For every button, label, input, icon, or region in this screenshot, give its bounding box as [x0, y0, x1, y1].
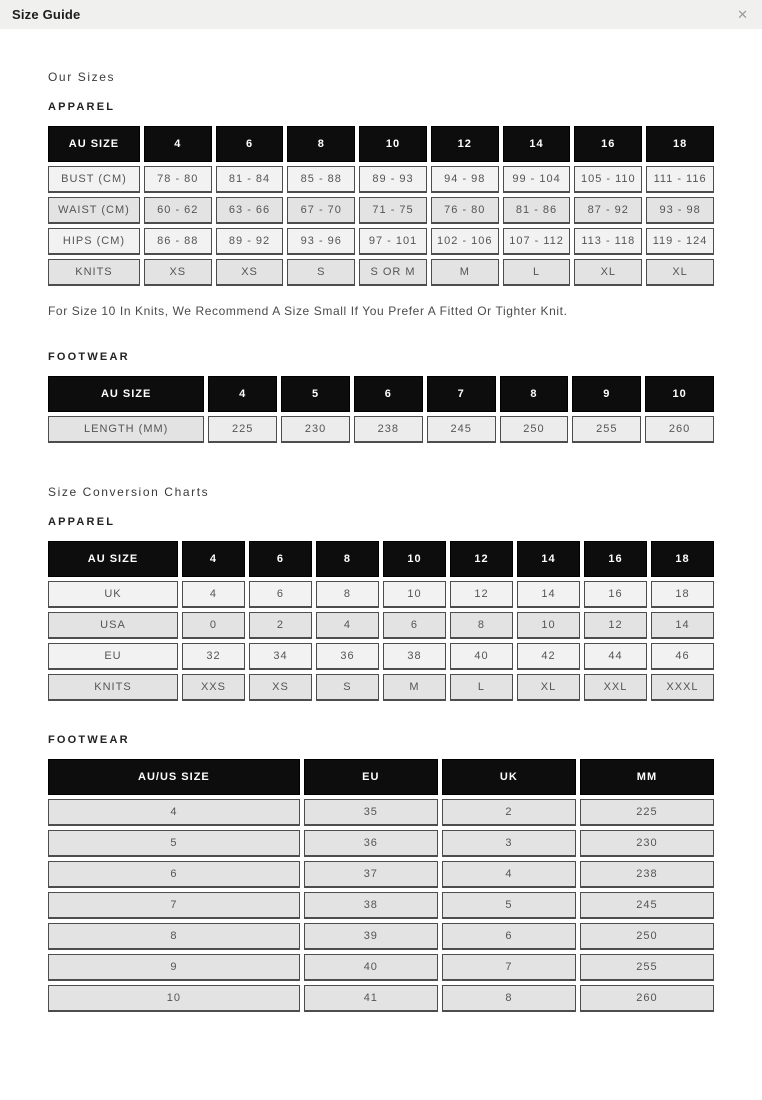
column-header: 12 [450, 541, 513, 577]
value-cell: 44 [584, 643, 647, 670]
column-header: 9 [572, 376, 641, 412]
value-cell: 4 [316, 612, 379, 639]
value-cell: 250 [500, 416, 569, 443]
value-cell: 230 [281, 416, 350, 443]
value-cell: 255 [572, 416, 641, 443]
column-header: 8 [500, 376, 569, 412]
value-cell: 63 - 66 [216, 197, 284, 224]
table-row [48, 416, 714, 443]
value-cell: 4 [182, 581, 245, 608]
column-header: 14 [517, 541, 580, 577]
column-header: 14 [503, 126, 571, 162]
value-cell: XXXL [651, 674, 714, 701]
value-cell: 39 [304, 923, 438, 950]
column-header: AU SIZE [48, 376, 204, 412]
value-cell: XS [216, 259, 284, 286]
value-cell: 67 - 70 [287, 197, 355, 224]
value-cell: 32 [182, 643, 245, 670]
value-cell: 107 - 112 [503, 228, 571, 255]
row-label-cell: WAIST (CM) [48, 197, 140, 224]
value-cell: 38 [304, 892, 438, 919]
table-row [48, 612, 714, 639]
value-cell: 18 [651, 581, 714, 608]
table-row [48, 166, 714, 193]
value-cell: 34 [249, 643, 312, 670]
value-cell: S [287, 259, 355, 286]
value-cell: 16 [584, 581, 647, 608]
value-cell: 46 [651, 643, 714, 670]
column-header: 18 [646, 126, 714, 162]
value-cell: L [503, 259, 571, 286]
table-row [48, 259, 714, 286]
row-label-cell: 6 [48, 861, 300, 888]
value-cell: XS [144, 259, 212, 286]
value-cell: XXS [182, 674, 245, 701]
column-header: 10 [359, 126, 427, 162]
size-guide-content [0, 29, 762, 1016]
footwear-sizes-table [44, 372, 718, 447]
value-cell: 99 - 104 [503, 166, 571, 193]
column-header: 8 [287, 126, 355, 162]
apparel-conversion-table [44, 537, 718, 705]
table-header-row [48, 541, 714, 577]
value-cell: L [450, 674, 513, 701]
table-row [48, 674, 714, 701]
value-cell: 260 [645, 416, 714, 443]
row-label-cell: LENGTH (MM) [48, 416, 204, 443]
column-header: AU/US SIZE [48, 759, 300, 795]
value-cell: 111 - 116 [646, 166, 714, 193]
value-cell: 260 [580, 985, 714, 1012]
row-label-cell: 7 [48, 892, 300, 919]
close-icon[interactable]: ✕ [737, 7, 748, 22]
footwear-sizes-label: FOOTWEAR [48, 351, 130, 363]
value-cell: 38 [383, 643, 446, 670]
value-cell: XS [249, 674, 312, 701]
value-cell: 3 [442, 830, 576, 857]
value-cell: 245 [580, 892, 714, 919]
value-cell: 8 [442, 985, 576, 1012]
column-header: 16 [574, 126, 642, 162]
value-cell: 12 [450, 581, 513, 608]
column-header: 12 [431, 126, 499, 162]
row-label-cell: 8 [48, 923, 300, 950]
value-cell: 8 [450, 612, 513, 639]
value-cell: 2 [249, 612, 312, 639]
value-cell: 89 - 93 [359, 166, 427, 193]
value-cell: 85 - 88 [287, 166, 355, 193]
value-cell: 6 [442, 923, 576, 950]
value-cell: 14 [517, 581, 580, 608]
value-cell: 93 - 98 [646, 197, 714, 224]
value-cell: 5 [442, 892, 576, 919]
value-cell: 10 [517, 612, 580, 639]
value-cell: 102 - 106 [431, 228, 499, 255]
value-cell: 10 [383, 581, 446, 608]
value-cell: S [316, 674, 379, 701]
value-cell: 230 [580, 830, 714, 857]
table-row [48, 985, 714, 1012]
value-cell: 78 - 80 [144, 166, 212, 193]
value-cell: 76 - 80 [431, 197, 499, 224]
value-cell: 35 [304, 799, 438, 826]
value-cell: 87 - 92 [574, 197, 642, 224]
value-cell: 119 - 124 [646, 228, 714, 255]
knits-note: For Size 10 In Knits, We Recommend A Size Small If You Prefer A Fitted Or Tighter Knit. [48, 304, 568, 318]
value-cell: 40 [450, 643, 513, 670]
table-row [48, 581, 714, 608]
value-cell: XL [574, 259, 642, 286]
row-label-cell: USA [48, 612, 178, 639]
value-cell: 2 [442, 799, 576, 826]
our-sizes-title: Our Sizes [48, 70, 116, 84]
value-cell: 41 [304, 985, 438, 1012]
value-cell: 0 [182, 612, 245, 639]
value-cell: 81 - 86 [503, 197, 571, 224]
row-label-cell: UK [48, 581, 178, 608]
modal-header [0, 0, 762, 29]
value-cell: 4 [442, 861, 576, 888]
table-row [48, 954, 714, 981]
value-cell: XL [646, 259, 714, 286]
column-header: 10 [645, 376, 714, 412]
value-cell: M [383, 674, 446, 701]
column-header: 6 [354, 376, 423, 412]
row-label-cell: KNITS [48, 259, 140, 286]
table-row [48, 643, 714, 670]
table-header-row [48, 759, 714, 795]
value-cell: 42 [517, 643, 580, 670]
column-header: 10 [383, 541, 446, 577]
table-row [48, 861, 714, 888]
value-cell: 7 [442, 954, 576, 981]
column-header: 4 [182, 541, 245, 577]
value-cell: 8 [316, 581, 379, 608]
value-cell: 86 - 88 [144, 228, 212, 255]
value-cell: 6 [249, 581, 312, 608]
value-cell: 36 [316, 643, 379, 670]
value-cell: 225 [580, 799, 714, 826]
value-cell: 36 [304, 830, 438, 857]
value-cell: 71 - 75 [359, 197, 427, 224]
row-label-cell: KNITS [48, 674, 178, 701]
value-cell: 105 - 110 [574, 166, 642, 193]
value-cell: 94 - 98 [431, 166, 499, 193]
column-header: 6 [249, 541, 312, 577]
value-cell: 81 - 84 [216, 166, 284, 193]
column-header: 7 [427, 376, 496, 412]
value-cell: S OR M [359, 259, 427, 286]
footwear-conversion-table [44, 755, 718, 1016]
column-header: UK [442, 759, 576, 795]
column-header: 5 [281, 376, 350, 412]
column-header: 8 [316, 541, 379, 577]
value-cell: 97 - 101 [359, 228, 427, 255]
value-cell: 14 [651, 612, 714, 639]
table-row [48, 892, 714, 919]
apparel-sizes-table [44, 122, 718, 290]
column-header: EU [304, 759, 438, 795]
value-cell: 89 - 92 [216, 228, 284, 255]
value-cell: 37 [304, 861, 438, 888]
value-cell: 93 - 96 [287, 228, 355, 255]
row-label-cell: 10 [48, 985, 300, 1012]
table-header-row [48, 376, 714, 412]
row-label-cell: EU [48, 643, 178, 670]
value-cell: 6 [383, 612, 446, 639]
conversion-footwear-label: FOOTWEAR [48, 734, 130, 746]
table-header-row [48, 126, 714, 162]
conversion-apparel-label: APPAREL [48, 516, 116, 528]
value-cell: 12 [584, 612, 647, 639]
value-cell: 245 [427, 416, 496, 443]
row-label-cell: 4 [48, 799, 300, 826]
value-cell: 40 [304, 954, 438, 981]
value-cell: 238 [580, 861, 714, 888]
value-cell: M [431, 259, 499, 286]
column-header: MM [580, 759, 714, 795]
value-cell: XXL [584, 674, 647, 701]
row-label-cell: 5 [48, 830, 300, 857]
column-header: 4 [208, 376, 277, 412]
value-cell: 250 [580, 923, 714, 950]
column-header: 4 [144, 126, 212, 162]
value-cell: XL [517, 674, 580, 701]
table-row [48, 830, 714, 857]
table-row [48, 197, 714, 224]
column-header: 6 [216, 126, 284, 162]
column-header: 18 [651, 541, 714, 577]
row-label-cell: BUST (CM) [48, 166, 140, 193]
value-cell: 113 - 118 [574, 228, 642, 255]
value-cell: 255 [580, 954, 714, 981]
table-row [48, 799, 714, 826]
value-cell: 225 [208, 416, 277, 443]
value-cell: 238 [354, 416, 423, 443]
column-header: AU SIZE [48, 126, 140, 162]
value-cell: 60 - 62 [144, 197, 212, 224]
column-header: 16 [584, 541, 647, 577]
row-label-cell: 9 [48, 954, 300, 981]
table-row [48, 228, 714, 255]
conversion-title: Size Conversion Charts [48, 485, 210, 499]
row-label-cell: HIPS (CM) [48, 228, 140, 255]
apparel-sizes-label: APPAREL [48, 101, 116, 113]
table-row [48, 923, 714, 950]
modal-title: Size Guide [12, 7, 81, 22]
column-header: AU SIZE [48, 541, 178, 577]
